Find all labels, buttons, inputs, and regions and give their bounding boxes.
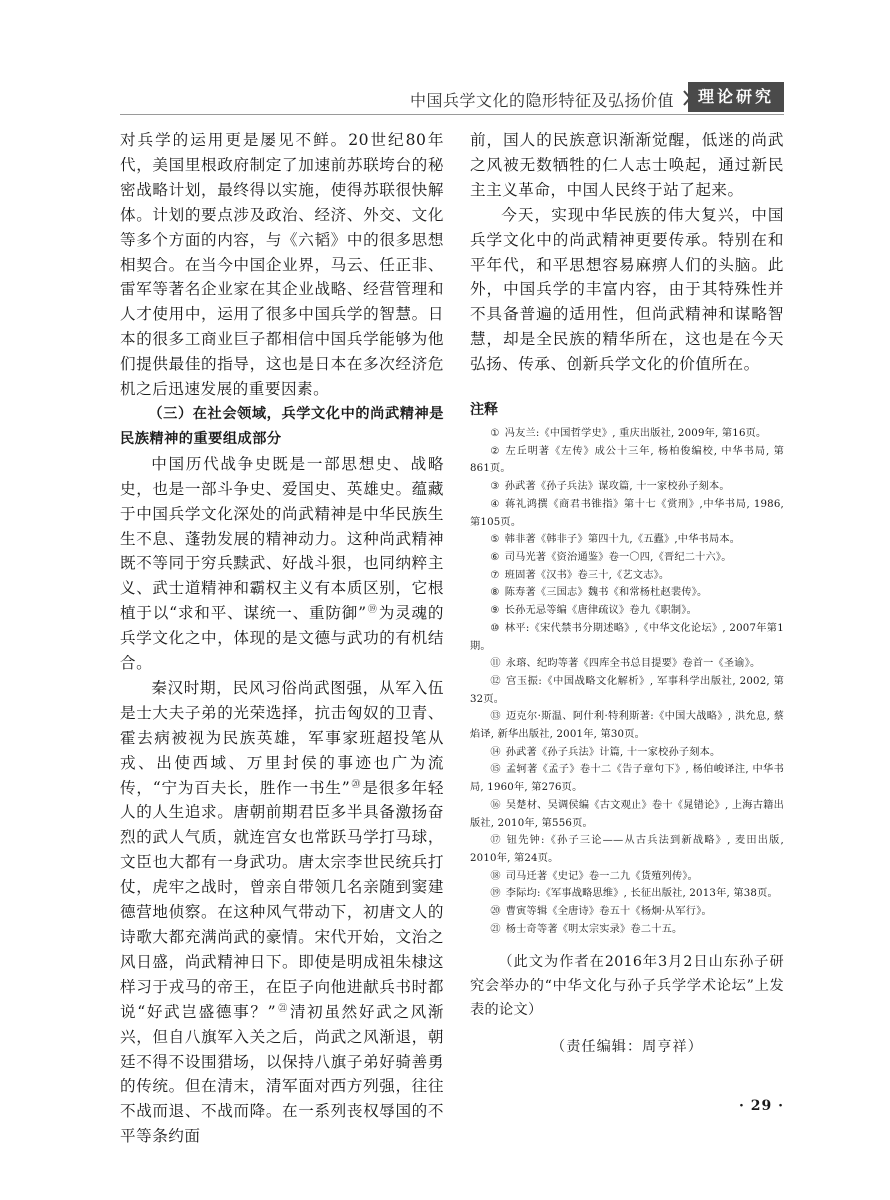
note-text: 司马光著《资治通鉴》卷一〇四,《晋纪二十六》。 [504, 551, 732, 563]
note-item [470, 868, 784, 886]
note-text: 孙武著《孙子兵法》计篇, 十一家校孙子刻本。 [505, 746, 721, 758]
paragraph: 前，国人的民族意识渐渐觉醒，低迷的尚武之风被无数牺牲的仁人志士唤起，通过新民主主义革命，中国人民终于站了起来。 [470, 131, 784, 199]
note-item [470, 425, 784, 443]
note-text: 林平:《宋代禁书分期述略》,《中华文化论坛》, 2007年第1期。 [470, 622, 784, 652]
note-number: ⑭ [490, 746, 501, 758]
note-number: ㉑ [490, 923, 501, 935]
note-text: 迈克尔·斯温、阿什利·特利斯著:《中国大战略》, 洪允息, 蔡焰译, 新华出版社, 2001年, 第30页。 [470, 711, 785, 741]
note-item [470, 832, 784, 867]
note-item [470, 797, 784, 832]
note-item [470, 708, 784, 743]
note-item [470, 761, 784, 796]
note-item [470, 620, 784, 655]
note-text: 钮先钟:《孙子三论——从古兵法到新战略》, 麦田出版, 2010年, 第24页。 [470, 835, 784, 864]
note-number: ⑰ [490, 835, 502, 847]
note-number: ⑥ [490, 551, 500, 563]
paragraph-text: 秦汉时期，民风习俗尚武图强，从军入伍是士大夫子弟的光荣选择，抗击匈奴的卫青、霍去病被视为民族英雄，军事家班超投笔从戎、出使西域、万里封侯的事迹也广为流传，“宁为百夫长，胜作一书生” [120, 678, 444, 797]
note-number: ⑩ [490, 622, 500, 634]
note-item [470, 549, 784, 567]
note-item [470, 673, 784, 708]
note-item [470, 567, 784, 585]
note-number: ⑤ [490, 534, 500, 546]
note-item [470, 744, 784, 762]
note-text: 冯友兰:《中国哲学史》, 重庆出版社, 2009年, 第16页。 [504, 428, 767, 440]
note-text: 曹寅等辑《全唐诗》卷五十《杨炯·从军行》。 [505, 906, 712, 918]
note-item [470, 478, 784, 496]
note-text: 司马迁著《史记》卷一二九《货殖列传》。 [505, 870, 699, 882]
note-number: ⑬ [490, 711, 501, 723]
section-subheading: （三）在社会领域，兵学文化中的尚武精神是民族精神的重要组成部分 [120, 405, 444, 447]
note-number: ⑪ [490, 658, 501, 670]
note-text: 长孙无忌等编《唐律疏议》卷九《职制》。 [504, 605, 697, 617]
note-number: ⑯ [490, 799, 501, 811]
note-number: ① [490, 428, 500, 440]
right-column [470, 128, 784, 1056]
paragraph-text: 中国历代战争史既是一部思想史、战略史，也是一部斗争史、爱国史、英雄史。蕴藏于中国兵学文化深处的尚武精神是中华民族生生不息、蓬勃发展的精神动力。这种尚武精神既不等同于穷兵黩武、好战斗狠，也同纳粹主义、武士道精神和霸权主义有本质区别，它根植于以“求和平、谋统一、重防御” [120, 454, 444, 623]
note-item [470, 443, 784, 478]
paragraph [120, 676, 444, 1149]
paragraph-text: 是很多年轻人的人生追求。唐朝前期君臣多半具备激扬奋烈的武人气质，就连宫女也常跃马学打马球，文臣也大都有一身武功。唐太宗李世民统兵打仗，虎牢之战时，曾亲自带领几名亲随到窦建德营地侦察。在这种风气带动下，初唐文人的诗歌大都充满尚武的豪情。宋代开始，文治之风日盛，尚武精神日下。即使是明成祖朱棣这样习于戎马的帝王，在臣子向他进献兵书时都说“好武岂盛德事？” [120, 778, 444, 1021]
postscript: （此文为作者在2016年3月2日山东孙子研究会举办的“中华文化与孙子兵学学术论坛”上发表的论文） [470, 954, 784, 1019]
running-header-title: 中国兵学文化的隐形特征及弘扬价值 [409, 91, 674, 110]
paragraph-text: 为灵魂的兵学文化之中，体现的是文德与武功的有机结合。 [120, 604, 444, 673]
note-item [470, 584, 784, 602]
note-number: ② [490, 445, 501, 457]
responsible-editor: （责任编辑：周亨祥） [551, 1039, 703, 1056]
notes-heading: 注释 [470, 402, 498, 419]
note-item [470, 531, 784, 549]
note-item [470, 921, 784, 939]
note-item [470, 602, 784, 620]
footnote-ref: ㉑ [277, 1003, 289, 1014]
note-text: 李际均:《军事战略思维》, 长征出版社, 2013年, 第38页。 [505, 888, 778, 900]
paragraph [120, 452, 444, 676]
note-item [470, 496, 784, 531]
note-text: 韩非著《韩非子》第四十九,《五蠹》,中华书局本。 [504, 534, 741, 546]
note-text: 孟轲著《孟子》卷十二《告子章句下》, 杨伯峻译注, 中华书局, 1960年, 第276页。 [470, 764, 784, 794]
note-text: 陈寿著《三国志》魏书《和常杨杜赵裴传》。 [504, 587, 708, 599]
paragraph: 今天，实现中华民族的伟大复兴，中国兵学文化中的尚武精神更要传承。特别在和平年代，和平思想容易麻痹人们的头脑。此外，中国兵学的丰富内容，由于其特殊性并不具备普遍的适用性，但尚武精神和谋略智慧，却是全民族的精华所在，这也是在今天弘扬、传承、创新兵学文化的价值所在。 [470, 205, 784, 374]
note-number: ⑮ [490, 764, 501, 776]
note-number: ⑫ [490, 675, 502, 687]
note-number: ⑦ [490, 569, 500, 581]
note-number: ⑧ [490, 587, 500, 599]
note-number: ④ [490, 498, 501, 510]
footnote-ref: ⑳ [351, 779, 362, 790]
paragraph: 对兵学的运用更是屡见不鲜。20世纪80年代，美国里根政府制定了加速前苏联垮台的秘密战略计划，最终得以实施，使得苏联很快解体。计划的要点涉及政治、经济、外交、文化等多个方面的内容，与《六韬》中的很多思想相契合。在当今中国企业界，马云、任正非、雷军等著名企业家在其企业战略、经营管理和人才使用中，运用了很多中国兵学的智慧。日本的很多工商业巨子都相信中国兵学能够为他们提供最佳的指导，这也是日本在多次经济危机之后迅速发展的重要因素。 [120, 131, 444, 399]
note-text: 吴楚材、吴调侯编《古文观止》卷十《晁错论》, 上海古籍出版社, 2010年, 第556页。 [470, 799, 784, 829]
left-column [120, 128, 444, 1149]
page-number: · 29 · [739, 1098, 784, 1114]
note-text: 班固著《汉书》卷三十,《艺文志》。 [504, 569, 670, 581]
note-item [470, 655, 784, 673]
note-item [470, 885, 784, 903]
note-item [470, 903, 784, 921]
note-number: ③ [490, 481, 500, 493]
note-number: ⑳ [490, 906, 501, 918]
note-text: 宫玉振:《中国战略文化解析》, 军事科学出版社, 2002, 第32页。 [470, 675, 785, 705]
notes-list [470, 425, 784, 938]
note-text: 永瑢、纪昀等著《四库全书总目提要》卷首一《圣谕》。 [505, 658, 761, 670]
note-text: 蒋礼鸿撰《商君书锥指》第十七《赏刑》,中华书局, 1986, 第105页。 [470, 498, 784, 528]
note-number: ⑱ [490, 870, 501, 882]
footnote-ref: ⑲ [367, 605, 378, 616]
running-header [120, 80, 784, 115]
note-number: ⑲ [490, 888, 501, 900]
note-text: 左丘明著《左传》成公十三年, 杨柏俊编校, 中华书局, 第861页。 [470, 445, 784, 475]
paragraph-text: 清初虽然好武之风渐兴，但自八旗军入关之后，尚武之风渐退，朝廷不得不设围猎场，以保持八旗子弟好骑善勇的传统。但在清末，清军面对西方列强，往往不战而退、不战而降。在一系列丧权辱国的不平等条约面 [120, 1002, 444, 1146]
note-text: 孙武著《孙子兵法》谋攻篇, 十一家校孙子刻本。 [504, 481, 730, 493]
note-text: 杨士奇等著《明太宗实录》卷二十五。 [505, 923, 683, 935]
section-badge: 理论研究 [688, 82, 784, 112]
note-number: ⑨ [490, 605, 500, 617]
